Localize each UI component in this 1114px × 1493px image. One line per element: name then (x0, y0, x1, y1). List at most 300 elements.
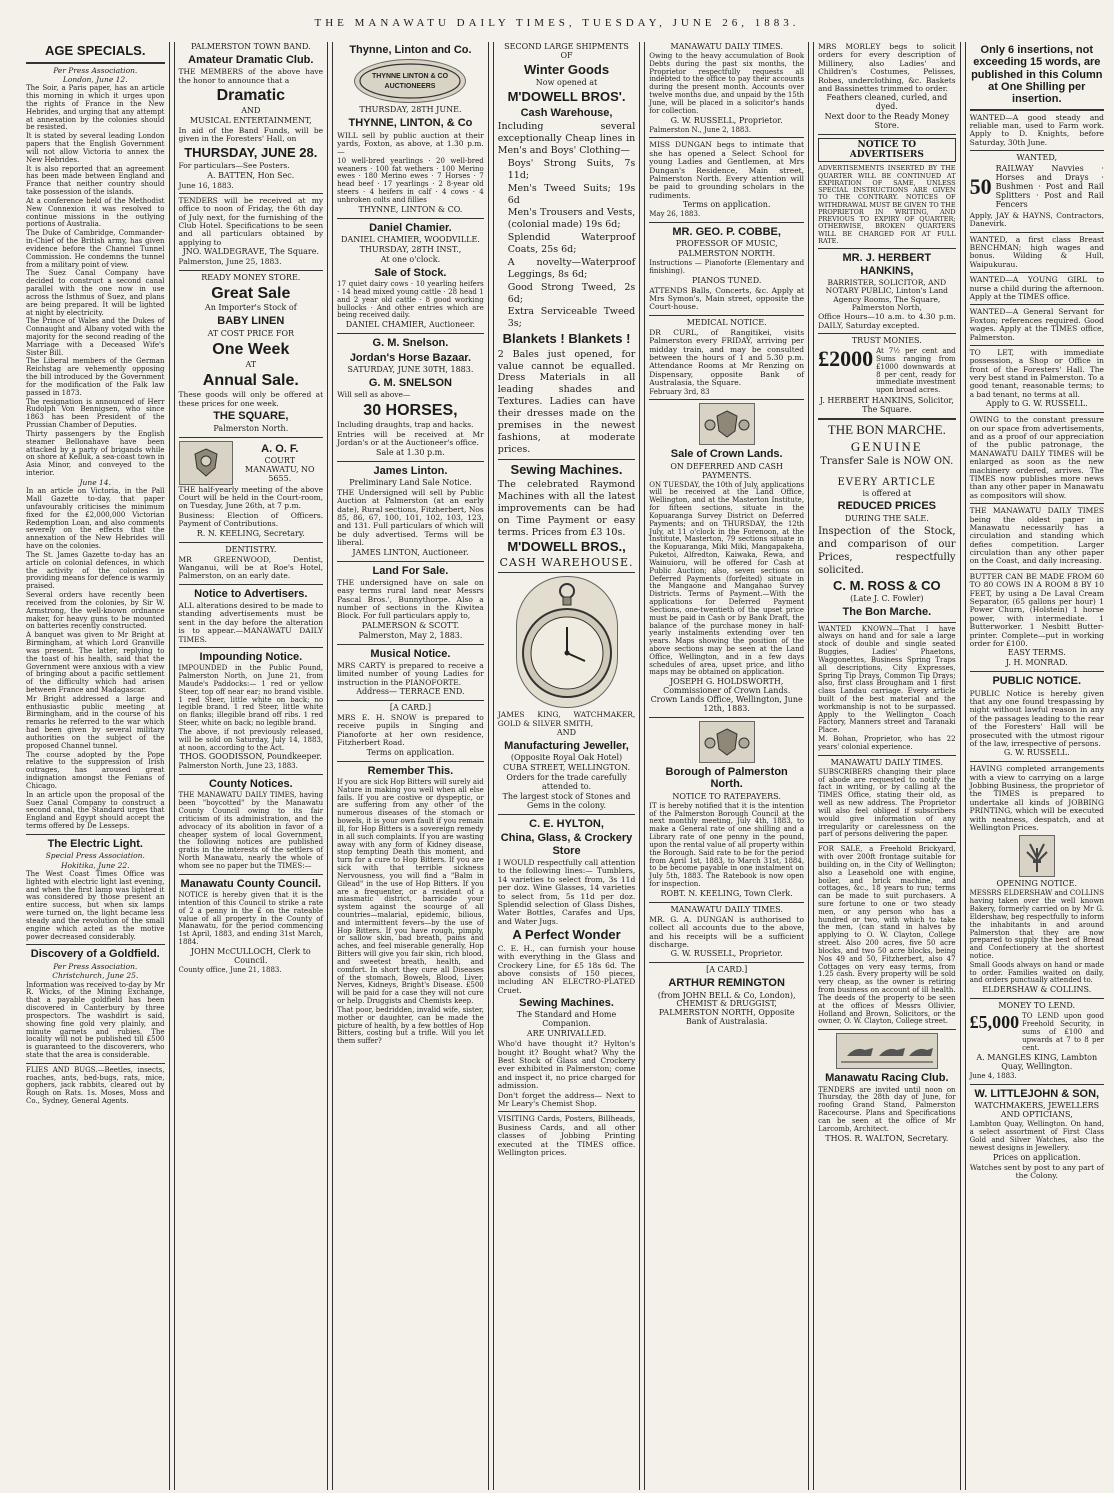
col3-list1: 10 well-bred yearlings · 20 well-bred weaners · 100 fat wethers · 100 Merino ewes · 180 Merino ewes · 7 Horses · 7 head beef · 17 yearlings · 2 8-year old steers · 4 heifers in calf · 4 cows · 4 unbroken colts and fillies (337, 156, 484, 204)
col2-at: AT (245, 359, 257, 369)
col1-p9: The resignation is announced of Herr Rudolph Von Bennigsen, who since 1863 has been President of the Prussian Chamber of Deputies. (26, 397, 165, 430)
col7-num: 50 (969, 174, 992, 200)
column-1 (22, 42, 170, 1490)
col2-p10: Business: Election of Officers. Payment of Contributions. (178, 510, 324, 529)
col3-h3: Daniel Chamier. (369, 221, 452, 234)
col4-l4: Splendid Waterproof Coats, 25s 6d; (507, 232, 636, 256)
col1-p6: The Suez Canal Company have decided to construct a second canal parallel with the one now in use across the Isthmus of Suez, and plans are being prepared. It will be lighted at night by electricity. (26, 269, 165, 317)
col6-h10: MANAWATU DAILY TIMES. (830, 757, 944, 767)
divider (970, 150, 1104, 151)
col2-h7: Great Sale (211, 284, 291, 302)
col4-p11: C. E. H., can furnish your house with everything in the Glass and Crockery Line, for £5 18s 6d. The above consists of 150 pieces, including AN ELECTRO-PLATED Cruet. (497, 943, 636, 995)
col6-p4: ADVERTISEMENTS INSERTED BY THE QUARTER WILL BE CONTINUED AT EXPIRATION OF SAME, UNLESS SPECIAL INSTRUCTIONS ARE GIVEN TO THE CONTRARY. NOTICES OF WITHDRAWAL MUST BE GIVEN TO THE PROPRIETOR IN WRITING, AND PREVIOUS TO EXPIRY OF QUARTER; OTHERWISE, BROKEN QUARTERS WILL BE CHARGED FOR AT FULL RATE. (818, 164, 956, 245)
col4-h9: Manufacturing Jeweller, (504, 740, 629, 753)
col5-sign2: JOSEPH G. HOLDSWORTH, Commissioner of Crown Lands. Crown Lands Office, Wellington, June 12th, 1883. (650, 677, 803, 714)
divider (337, 333, 484, 334)
col6-h7: REDUCED PRICES (837, 500, 937, 513)
divider (818, 755, 956, 756)
col6-sign3: THOS. R. WALTON, Secretary. (825, 1133, 949, 1143)
divider (179, 542, 324, 543)
divider (970, 345, 1104, 346)
col1-p15: Mr Bright addressed a large and enthusiastic public meeting at Birmingham, and in the course of his remarks he referred to the war which had been given by several military authorities on the subject of the proposed Channel tunnel. (26, 694, 165, 750)
col2-sign3: R. N. KEELING, Secretary. (196, 528, 305, 538)
col3-h12: Land For Sale. (372, 564, 449, 577)
divider (26, 834, 165, 835)
col7-sign4: ELDERSHAW & COLLINS. (982, 985, 1092, 995)
col4-h4: Cash Warehouse, (520, 106, 613, 119)
col5-h5: PIANOS TUNED. (691, 275, 762, 285)
col5-h8: ON DEFERRED AND CASH PAYMENTS. (670, 461, 783, 480)
col6-h6: EVERY ARTICLE (837, 477, 937, 489)
col4-p15: VISITING Cards, Posters, Billheads, Business Cards, and all other classes of Jobbing Printing executed at the TIMES office. Wellington prices. (497, 1114, 636, 1157)
divider (818, 622, 956, 623)
col3-sign4: PALMERSON & SCOTT. (361, 620, 460, 630)
col3-sign1: THYNNE, LINTON & CO. (358, 204, 463, 214)
col3-card: [A CARD.] (389, 703, 432, 713)
col7-p7: OWING to the constant pressure on our space from advertisements, and as a proof of our appreciation of the public patronage, the MANAWATU DAILY TIMES will be enlarged as soon as the new machinery ordered, arrives. The TIMES now publishes more news than any other paper in Manawatu as compositors will show. (969, 415, 1104, 500)
col1-p18: The West Coast Times Office was lighted with electric light last evening, and when the first lamp was lighted it was considered by those present an entire success, but when six lamps were turned on, the light became less steady and the revolution of the small engine which acted as the motive power decreased considerably. (26, 870, 165, 941)
col3-h8: G. M. SNELSON (368, 376, 452, 389)
col7-big: £5,000 (969, 1012, 1020, 1033)
divider (337, 761, 484, 762)
col1-sub1: Per Press Association. (53, 65, 138, 75)
divider (970, 671, 1104, 672)
divider (970, 412, 1104, 413)
col2-sign2: JNO. WALDEGRAVE, The Square. (182, 247, 320, 257)
col2-h5: THURSDAY, JUNE 28. (184, 144, 318, 160)
col6-p11: Inspection of the Stock, and comparison of our Prices, respectfully solicited. (818, 525, 956, 576)
col6-h5: GENUINE (850, 438, 923, 454)
divider (970, 761, 1104, 762)
col3-d2: THURSDAY, 28TH INST., (359, 244, 462, 254)
col7-p17: Prices on application. (992, 1152, 1081, 1162)
col3-h2: THYNNE, LINTON, & Co (348, 117, 473, 130)
aof-block (179, 441, 324, 485)
col4-p6: (Opposite Royal Oak Hotel) (510, 753, 623, 763)
col4-h14: ARE UNRIVALLED. (526, 1029, 607, 1039)
col7-p10: EASY TERMS. (1007, 648, 1066, 658)
col6-h8: C. M. ROSS & CO (833, 577, 941, 593)
divider (179, 437, 324, 438)
col3-d1: THURSDAY, 28TH JUNE. (359, 105, 462, 115)
col2-sign1: A. BATTEN, Hon Sec. (207, 170, 295, 180)
col6-big: £2000 (818, 346, 874, 372)
col6-p3: Next door to the Ready Money Store. (824, 112, 950, 131)
divider (498, 459, 636, 460)
col5-p8: IT is hereby notified that it is the intention of the Palmerston Borough Council at the next monthly meeting, July 4th, 1883, to make a General rate of one shilling and a Library rate of one penny in the pound, upon the rental value of all property within the Borough. Said rate to be for the period from April 1st, 1883, to March 31st, 1884, to be become payable in one instalment on July 5th, 1883. The Ratebook is now open for inspection. (649, 801, 805, 888)
col2-h14: DENTISTRY. (225, 544, 277, 554)
col4-h11: China, Glass, & Crockery Store (500, 832, 633, 857)
col5-date3: February 3rd, 83 (649, 387, 710, 396)
col6-p6: Office Hours—10 a.m. to 4.30 p.m. DAILY, Saturday excepted. (818, 312, 956, 330)
col3-p9: MRS CARTY is prepared to receive a limited number of young Ladies for instruction in the PIANOFORTE. (337, 661, 484, 687)
col1-date1: June 14. (79, 477, 111, 487)
col1-heading: AGE SPECIALS. (45, 43, 146, 58)
col3-h14: Remember This. (367, 764, 454, 777)
col4-p12: The Standard and Home Companion. (516, 1010, 617, 1029)
trust-monies-block (818, 347, 956, 396)
col5-p3: Terms on application. (682, 200, 771, 210)
col3-h1: Thynne, Linton and Co. (349, 44, 472, 56)
col4-h5: Blankets ! Blankets ! (502, 331, 631, 347)
col7-h5: MONEY TO LEND. (998, 1001, 1076, 1011)
col5-h11: MANAWATU DAILY TIMES. (670, 904, 783, 914)
column-2 (174, 42, 329, 1490)
col1-sub3: Special Press Association. (45, 851, 145, 861)
col6-p12: (Late J. C. Fowler) (850, 594, 924, 604)
col4-p1: Now opened at (535, 78, 598, 88)
col6-p1: MRS MORLEY begs to solicit orders for every description of Millinery, also Ladies' and Children's Costumes, Pelisses, Robes, underclothing, &c. Baskets and Bassinettes trimmed to order. (818, 42, 956, 93)
col2-p1: THE MEMBERS of the above have the honor to announce that a (178, 67, 324, 85)
col6-sign2: M. Bohan, Proprietor, who has 22 years' colonial experience. (818, 735, 956, 751)
col1-p1: The Soir, a Paris paper, has an article this morning in which it urges upon the rights of France in the New Hebrides, and urging that any attempt at annexation by the colonies should be resisted. (26, 84, 165, 132)
col5-p5: ATTENDS Balls, Concerts, &c. Apply at Mrs Symon's, Main street, opposite the Court-house. (649, 285, 805, 312)
divider (649, 717, 804, 718)
col4-l6: Good Strong Tweed, 2s 6d; (507, 281, 636, 305)
divider (649, 962, 804, 963)
divider (179, 193, 324, 194)
col3-p11: Terms on application. (366, 747, 455, 757)
col2-h8: BABY LINEN (217, 315, 285, 328)
col2-date3: Palmerston North, June 23, 1883. (178, 762, 298, 771)
col7-h6: W. LITTLEJOHN & SON, (974, 1088, 1100, 1101)
col6-p8: Transfer Sale is NOW ON. (820, 456, 954, 468)
col2-h17: County Notices. (208, 778, 293, 791)
col7-sign2: J. H. MONRAD. (1005, 658, 1068, 668)
col5-sign3: ROBT. N. KEELING, Town Clerk. (660, 888, 793, 898)
col4-p10: I WOULD respectfully call attention to the following lines:— Tumblers, 14 varieties to select from, 3s 11d per doz. Wine Glasses, 14 varieties to select from, 5s 11d per doz. Splendid selection of Glass Dishes, Water Bottles, Carafes and Ups, and Water Jugs. (497, 858, 636, 926)
col6-h4: THE BON MARCHE. (827, 422, 946, 438)
col4-l1: Boys' Strong Suits, 7s 11d; (507, 157, 636, 181)
aof-crest-image (179, 441, 233, 485)
divider (498, 1111, 636, 1112)
divider (970, 304, 1104, 305)
divider (179, 270, 324, 271)
col5-sign4: G. W. RUSSELL, Proprietor. (670, 949, 783, 959)
col1-p8: The Liberal members of the German Reichstag are vehemently opposing the bill introduced by the Government for the modification of the Falk law passed in 1873. (26, 357, 165, 397)
col7-p4: WANTED—A YOUNG GIRL to nurse a child during the afternoon. Apply at the TIMES office. (969, 275, 1104, 301)
col2-date2: Palmerston, June 25, 1883. (178, 257, 282, 267)
col3-h5: Sale of Stock. (374, 266, 447, 279)
col1-p17: In an article upon the proposal of the Suez Canal Company to construct a second canal, the Standard urges that England and Egypt should accept the terms offered by De Lesseps. (26, 790, 165, 831)
col2-date1: June 16, 1883. (178, 180, 234, 190)
col3-p2: At one o'clock. (380, 254, 441, 264)
col7-p11: PUBLIC Notice is hereby given that any one found trespassing by night without lawful reason in any of the passages leading to the rear of the Foresters' Hall will be prosecuted with the utmost rigour of the law, irrespective of persons. (969, 688, 1104, 748)
col2-h1: PALMERSTON TOWN BAND. (190, 42, 311, 51)
col2-p13: IMPOUNDED in the Public Pound, Palmerston North, on June 21, from Maude's Paddocks:— 1 red or yellow Steer, top off near ear; no brand visible. 1 red Steer, little white on back; no legible brand. 1 red Steer, little white on flanks; illegible brand off ribs. 1 red Steer, white on back; no legible brand. (178, 664, 324, 728)
pocket-watch-image (516, 576, 618, 708)
col4-l5: A novelty—Waterproof Leggings, 8s 6d; (507, 256, 636, 280)
col7-sign3: G. W. RUSSELL. (1003, 748, 1070, 758)
col5-p6: DR CURL, of Rangitikei, visits Palmerston every FRIDAY, arriving per midday train, and may be consulted between the hours of 1 and 5.30 p.m. Attendance Rooms at Mr Renzing on Dispensary, opposite Bank of Australasia, the Square. (649, 327, 805, 388)
col5-h4: PALMERSTON NORTH. (678, 249, 776, 259)
col2-p7: These goods will only be offered at these prices for one week. (178, 390, 324, 408)
col6-h2: MR. J. HERBERT HANKINS, (842, 252, 932, 277)
col2-h13: COURT MANAWATU, NO 5655. (245, 455, 315, 483)
col5-h3: PROFESSOR OF MUSIC, (675, 239, 778, 249)
divider (26, 944, 165, 945)
col4-p13: Who'd have thought it? Hylton's bought it? Bought what? Why the Best Stock of Glass and Crockery ever exhibited in Palmerston; come and inspect it, no price charged for admission. (497, 1039, 636, 1091)
col4-h8: CASH WAREHOUSE. (499, 556, 634, 570)
column-5 (644, 42, 809, 1490)
col5-h10: NOTICE TO RATEPAYERS. (672, 791, 781, 801)
col6-h9: The Bon Marche. (842, 606, 932, 619)
col4-l7: Extra Serviceable Tweed 3s; (507, 306, 636, 330)
col7-p16: Lambton Quay, Wellington. On hand, a select assortment of First Class Gold and Silver Watches, also the newest designs in Jewellery. (969, 1120, 1104, 1152)
col7-p8: THE MANAWATU DAILY TIMES being the oldest paper in Manawatu necessarily has a circulation and standing which defies competition. Larger circulation than any other paper on the Coast, and daily increasing. (969, 506, 1104, 566)
col7-h3: PUBLIC NOTICE. (992, 675, 1082, 688)
col6-p5: BARRISTER, SOLICITOR, AND NOTARY PUBLIC, Linton's Land Agency Rooms, The Square, Palmerston North, (825, 277, 948, 313)
divider (179, 774, 324, 775)
col1-p2: It is stated by several leading London papers that the English Government will not allow Victoria to annex the New Hebrides. (26, 132, 165, 164)
divider (818, 134, 956, 135)
col7-h1: Only 6 insertions, not exceeding 15 words, are published in this Column at One Shilling per insertion. (971, 44, 1103, 106)
divider (498, 814, 636, 815)
col3-p3: Will sell as above— (337, 390, 411, 400)
col3-h6: G. M. Snelson. (372, 337, 449, 350)
col4-p14: Don't forget the address— Next to Mr Leary's Chemist Shop. (497, 1090, 636, 1108)
col3-p1: WILL sell by public auction at their yards, Foxton, as above, at 1.30 p.m.— (337, 130, 484, 157)
col4-h6: Sewing Machines. (510, 461, 623, 477)
col4-p3: 2 Bales just opened, for value cannot be equalled. Dress Materials in all leading shades and Textures. Ladies can have their dresses made on the premises in the newest fashions, at moderate prices. (497, 348, 636, 455)
col3-p4: Including draughts, trap and hacks. (337, 420, 474, 430)
col5-h2: MR. GEO. P. COBBE, (672, 225, 781, 238)
col7-p18: Watches sent by post to any part of the Colony. (969, 1162, 1104, 1180)
coat-of-arms-icon (703, 407, 751, 441)
col5-p10: (from JOHN BELL & Co, London), CHEMIST & DRUGGIST, PALMERSTON NORTH, Opposite Bank of Australasia. (657, 990, 796, 1027)
col6-p16: TENDERS are invited until noon on Thursday, the 28th day of June, for roofing Grand Stand, Palmerston Racecourse. Plans and Specifications can be seen at the office of Mr Larcomb, Architect. (818, 1085, 956, 1133)
crest-icon (186, 446, 226, 480)
divider (818, 248, 956, 249)
col4-p5: JAMES KING, WATCHMAKER, GOLD & SILVER SMITH, (497, 710, 636, 728)
col2-h10: Annual Sale. (202, 371, 299, 389)
col4-h1: SECOND LARGE SHIPMENTS OF (504, 42, 629, 60)
col5-p4: Instructions — Pianoforte (Elementary and finishing). (649, 259, 805, 275)
col1-sub4: Hokitika, June 22. (60, 860, 130, 870)
col5-h1: MANAWATU DAILY TIMES. (670, 42, 783, 51)
col6-p7: At 7½ per cent and Sums ranging from £1000 downwards at 8 per cent, ready for immediate investment upon broad acres. (876, 347, 956, 395)
col5-date2: May 26, 1883. (649, 210, 701, 219)
col4-h13: Sewing Machines. (519, 997, 614, 1010)
col2-sign5: JOHN McCULLOCH, Clerk to Council. (190, 946, 311, 965)
divider (337, 700, 484, 701)
col6-h11: Manawatu Racing Club. (825, 1072, 949, 1085)
divider (337, 561, 484, 562)
col7-p12: HAVING completed arrangements with a view to carrying on a large Jobbing Business, the proprietor of the TIMES is prepared to undertake all kinds of JOBBING PRINTING, which will be executed with neatness, despatch, and at Wellington Prices. (969, 764, 1104, 833)
col7-p6: TO LET, with immediate possession, a Shop or Office in front of the Foresters' Hall. The very best stand in Palmerston. To a good tenant, reasonable terms; to a bad tenant, no terms at all. (969, 347, 1104, 399)
columns (22, 42, 1108, 1490)
col7-p3: WANTED, a first class Breast BENCHMAN; high wages and bonus. Wilding & Hull, Waipukurau. (969, 234, 1104, 269)
divider (970, 998, 1104, 999)
col2-p5: An Importer's Stock of (204, 303, 297, 313)
col7-h2: WANTED, (1016, 153, 1057, 163)
divider (179, 584, 324, 585)
col3-sign2: DANIEL CHAMIER, Auctioneer. (345, 320, 476, 330)
col3-p12: If you are sick Hop Bitters will surely aid Nature in making you well when all else fails. If you are costive or dyspeptic, or are suffering from any other of the numerous diseases of the stomach or bowels, it is your own fault if you remain ill, for Hop Bitters is a sovereign remedy in all such complaints. If you are wasting away with any form of Kidney disease, stop tempting Death this moment, and turn for a cure to Hop Bitters. If you are sick with that terrible sickness Nervousness, you will find a "Balm in Gilead" in the use of Hop Bitters. If you are a frequenter, or a resident of a miasmatic district, barricade your system against the scourge of all countries—malarial, epidemic, bilious, and intermittent fevers—by the use of Hop Bitters. If you have rough, pimply, or sallow skin, bad breath, pains and aches, and feel miserable generally, Hop Bitters will give you fair skin, rich blood, and sweetest breath, health, and comfort. In short they cure all Diseases of the stomach, Bowels, Blood, Liver, Nerves, Kidneys, Bright's Disease. £500 will be paid for a case they will not cure or help. Druggists and Chemists keep. (337, 777, 484, 1006)
col7-p9: BUTTER CAN BE MADE FROM 60 TO 80 COWS IN A ROOM 8 BY 10 FEET, by using a De Laval Cream Separator, (65 gallons per hour) 1 Power Churn, (Holstein) 1 horse power, with intermediate. 1 Butterworker. 1 Nesbitt Butter-printer. Complete—put in working order for £100. (969, 571, 1104, 648)
col2-date4: County office, June 21, 1883. (178, 965, 282, 974)
col3-date1: Palmerston, May 2, 1883. (358, 630, 463, 640)
divider (337, 461, 484, 462)
col7-sign1: Apply to G. W. RUSSELL. (985, 399, 1088, 409)
col2-p14: The above, if not previously released, will be sold on Saturday, July 14, 1883, at noon, according to the Act. (178, 727, 324, 752)
col3-p6: Sale at 1.30 p.m. (376, 447, 445, 457)
col5-p2: MISS DUNGAN begs to intimate that she has opened a Select School for young Ladies and Gentlemen, at Mrs Dungan's Residence, Main street, Palmerston North. Every attention will be paid to grounding scholars in the rudiments. (649, 140, 805, 200)
col7-h4: OPENING NOTICE. (996, 879, 1077, 889)
col2-p3: For particulars—See Posters. (178, 161, 290, 171)
col1-p16: The course adopted by the Pope relative to the suppression of Irish outrages, has aroused great indignation amongst the Fenians of Chicago. (26, 750, 165, 790)
col2-p11: MR GREENWOOD, Dentist, Wanganui, will be at Roe's Hotel, Palmerston, on an early date. (178, 554, 324, 581)
divider (818, 842, 956, 843)
divider (649, 399, 804, 400)
col1-p5: The Duke of Cambridge, Commander-in-Chief of the British army, has given evidence before the Channel Tunnel Commission. He condemns the tunnel from a military point of view. (26, 229, 165, 269)
col6-p2: Feathers cleaned, curled, and dyed. (826, 93, 948, 112)
col4-p9: The largest stock of Stones and Gems in the colony. (502, 792, 631, 811)
col2-h9: One Week (212, 340, 290, 358)
col5-date1: Palmerston N., June 2, 1883. (649, 125, 752, 134)
col2-sign4: THOS. GOODISSON, Poundkeeper. (179, 752, 322, 762)
col4-l3: Men's Trousers and Vests, (colonial made) 19s 6d; (507, 207, 636, 231)
divider (179, 647, 324, 648)
horse-race-icon (839, 1036, 935, 1066)
col5-p7: ON TUESDAY, the 10th of July, applications will be received at the Land Office, Wellington, and at the Masterton Institute, for fifteen sections, situate in the Kopuaranga Survey District on Deferred Payments; and on THURSDAY, the 12th July, at 11 o'clock in the Forenoon, at the Institute, Masterton, 79 sections situate in the Kopuaranga, Miki Miki, Mangapakeha, Puketoi, Alfredton, Kaiwaka, Rewa, and Wainuioru, will be offered for Cash at Public Auction; also, seven sections on Deferred Payments (forfeited) situate in the Mangaone and Mangahao Survey Districts. Terms of Payment.—With the applications for Deferred Payment Sections, one-twentieth of the upset price must be paid in Cash or by Bank Draft, the balance of the purchase money in half-yearly instalments extending over ten years. Maps showing the position of the above sections may be seen at the Land Office, Wellington, and in a few days schedules of area, upset price, and litho maps may be obtained on application. (649, 480, 805, 677)
col1-p12: The St. James Gazette to-day has an article on colonial defences, in which the activity of the colonies in providing means for defence is warmly praised. (26, 550, 165, 591)
col4-h2: Winter Goods (523, 61, 610, 77)
col2-h3: Dramatic (216, 87, 286, 105)
col3-d3: SATURDAY, JUNE 30TH, 1883. (347, 364, 474, 374)
col4-p8: Orders for the trade carefully attended to. (506, 773, 627, 792)
money-to-lend-block (970, 1012, 1104, 1053)
racing-horses-image (836, 1033, 938, 1069)
navvies-block (970, 164, 1104, 211)
column-4 (493, 42, 641, 1490)
col3-p5: Entries will be received at Mr Jordan's or at the Auctioneer's office. (337, 429, 484, 448)
col7-p2: Apply, JAY & HAYNS, Contractors, Danevirk. (969, 210, 1104, 229)
divider (337, 644, 484, 645)
col6-p14: SUBSCRIBERS changing their place of abode are requested to notify the fact in writing, or by calling at the TIMES Office, stating their old, as well as new address. The Proprietor will also feel obliged if subscribers would give information of any irregularity or carelessness on the part of persons delivering the paper. (818, 767, 956, 839)
divider (970, 109, 1104, 111)
col6-h1: NOTICE TO ADVERTISERS (818, 138, 956, 162)
column-7 (965, 42, 1108, 1490)
col4-p7: CUBA STREET, WELLINGTON. (503, 763, 631, 773)
col6-p15: FOR SALE, a Freehold Brickyard, with over 200ft frontage suitable for building on, in the City of Wellington; also a Leasehold one with engine, boiler, and brick machine, and cottages, &c., 18 years to run; terms can be made to suit purchasers. A sure fortune to one or two steady men, or any person who has a hundred or two, with which to take the men, (can stand in halves by applying to O. W. Clayton, College street. Also 200 acres, five 50 acre blocks, and two 50 acre blocks, being Nos 49 and 50, Fitzherbert, also 47 Cottages on very easy terms, from 1.25 cash. Every property will be sold very cheap, as the owner is retiring from business on account of ill health. The deeds of the property to be seen at the offices of Messrs Ollivier, Holland and Brown, Solicitors, or the owner, O. W. Clayton, College street. (818, 845, 956, 1026)
col6-p10: DURING THE SALE. (844, 513, 929, 523)
col2-p6: AT COST PRICE FOR (207, 328, 295, 338)
col2-h2: Amateur Dramatic Club. (188, 53, 314, 66)
wheat-sheaf-icon (1022, 838, 1052, 874)
col3-h7: Jordan's Horse Bazaar. (349, 351, 472, 364)
col3-p7: THE Undersigned will sell by Public Auction at Palmerston (at an early date), Rural sections, Fitzherbert, Nos 85, 86, 67, 100, 101, 102, 103, 123, and 131. Full particulars of which will be duly advertised. Terms will be liberal. (337, 487, 484, 548)
col1-p3: It is also reported that an agreement has been made between England and France that neither country should take possession of the islands. (26, 164, 165, 197)
auctioneers-logo (354, 59, 466, 103)
col2-p4: TENDERS will be received at my office to noon of Friday, the 6th day of July next, for the furnishing of the Club Hotel. Specifications to be seen and all particulars obtained by applying to (178, 195, 324, 247)
divider (818, 333, 956, 334)
pocket-watch-icon (519, 579, 615, 705)
divider (649, 902, 804, 903)
col2-h4: MUSICAL ENTERTAINMENT, (189, 115, 312, 125)
divider (26, 1063, 165, 1064)
divider (179, 874, 324, 875)
divider (649, 137, 804, 138)
col1-sub5: Per Press Association. (53, 961, 138, 971)
col3-addr: Address— TERRACE END. (356, 687, 465, 697)
col7-p14: Small Goods always on hand or made to order. Families waited on daily, and orders punctually attended to. (969, 960, 1104, 985)
col6-p9: is offered at (862, 488, 912, 498)
col2-p2: In aid of the Band Funds, will be given in the Foresters' Hall, on (178, 125, 324, 144)
divider (970, 272, 1104, 273)
col1-heading3: Discovery of a Goldfield. (30, 948, 160, 961)
divider (818, 1029, 956, 1030)
col2-p8: Palmerston North. (213, 423, 289, 433)
col7-date1: June 4, 1883. (969, 1072, 1017, 1081)
divider (649, 222, 804, 223)
divider (649, 315, 804, 316)
col2-h11: THE SQUARE, (213, 410, 289, 423)
col4-h7: M'DOWELL BROS., (507, 539, 626, 555)
col5-p9: MR. G. A. DUNGAN is authorised to collect all accounts due to the above, and his receipts will be a sufficient discharge. (649, 914, 805, 949)
column-6 (813, 42, 961, 1490)
col6-sign1: J. HERBERT HANKINS, Solicitor, The Square. (819, 396, 954, 415)
divider (970, 503, 1104, 504)
col3-h4: DANIEL CHAMIER, WOODVILLE. (341, 234, 480, 244)
divider (498, 572, 636, 573)
col2-h16: Impounding Notice. (199, 650, 303, 663)
col6-p13: WANTED KNOWN—That I have always on hand and for sale a large stock of double and single seated Buggies, Ladies' Phaetons, Waggonettes, Business Spring Traps all descriptions, City Expresses, Spring Tip Drays, Common Tip Drays; also, first class Brougham and 1 first class Landau carriage. Every article built of the best material and the workmanship is not to be surpassed. Apply to the Wellington Coach Factory, Manners street and Taranaki Place. (818, 624, 956, 735)
col2-p15: THE MANAWATU DAILY TIMES, having been "boycotted" by the Manawatu County Council owing to its fair criticism of its administration, and the advocacy of its abolition in favor of a cheaper system of local Government, the following notices are published gratis in the interests of the settlers of North Manawatu, nearly the whole of whom see no paper but the TIMES:— (178, 791, 324, 870)
col2-h12: A. O. F. (261, 442, 299, 455)
col3-p13: That poor, bedridden, invalid wife, sister, mother or daughter, can be made the picture of health, by a few bottles of Hop Bitters, costing but a trifle. Will you let them suffer? (337, 1005, 484, 1046)
col5-h9: Borough of Palmerston North. (665, 766, 788, 791)
col4-h3: M'DOWELL BROS'. (507, 89, 626, 105)
col6-h3: TRUST MONIES. (851, 336, 922, 346)
logo-text-2: AUCTIONEERS (384, 83, 436, 91)
col2-and1: AND (241, 105, 261, 115)
col3-h11: Preliminary Land Sale Notice. (349, 477, 472, 487)
wheat-sheaf-image (1019, 835, 1055, 877)
col1-p4: At a conference held of the Methodist New Connexion it was resolved to continue missions in the outlying portions of Australia. (26, 196, 165, 229)
col2-h6: READY MONEY STORE. (201, 272, 301, 282)
divider (970, 232, 1104, 233)
col3-h10: James Linton. (373, 464, 448, 477)
royal-arms-image (699, 403, 755, 445)
borough-arms-image (699, 721, 755, 763)
col4-p4: The celebrated Raymond Machines with all the latest improvements can be had on Time Payment or easy terms. Prices from £3 10s. (497, 479, 636, 538)
col1-p7: The Prince of Wales and the Dukes of Connaught and Albany voted with the majority for the second reading of the Marriage with a Deceased Wife's Sister Bill. (26, 317, 165, 357)
divider (26, 62, 165, 64)
divider (970, 569, 1104, 570)
col3-p10: MRS E. H. SNOW is prepared to receive pupils in Singing and Pianoforte at her own residence, Fitzherbert Road. (337, 713, 484, 748)
divider (970, 1084, 1104, 1085)
col1-heading2: The Electric Light. (47, 837, 143, 850)
col7-p5: WANTED—A General Servant for Foxton; references required. Good wages. Apply at the TIMES office, Palmerston. (969, 307, 1104, 342)
col7-p1: WANTED—A good steady and reliable man, used to Farm work. Apply to D. Knights, before Saturday, 30th June. (969, 112, 1104, 147)
masthead-text: THE MANAWATU DAILY TIMES, TUESDAY, JUNE 26, 1883. (314, 17, 800, 29)
col4-h10: C. E. HYLTON, (529, 818, 604, 831)
col4-and: AND (556, 728, 577, 738)
masthead (0, 0, 1114, 30)
col5-h12: ARTHUR REMINGTON (668, 977, 785, 990)
col3-h9: 30 HORSES, (363, 401, 458, 419)
col7-h7: WATCHMAKERS, JEWELLERS AND OPTICIANS, (974, 1101, 1100, 1120)
col1-sub6: Christchurch, June 25. (52, 971, 139, 981)
col4-l2: Men's Tweed Suits; 19s 6d (507, 182, 636, 206)
col3-list2: 17 quiet dairy cows · 10 yearling heifers · 14 head mixed young cattle · 28 head 1 and 2 year old cattle · 8 good working bullocks · And other entries which are being received daily. (337, 280, 484, 320)
col2-p12: ALL alterations desired to be made to standing advertisements must be sent in the day before the alteration is to appear.—MANAWATU DAILY TIMES. (178, 601, 324, 644)
col1-p10: Thirty passengers by the English steamer Bellonahave have been attacked by a party of brigands while on shore at Kelluk, a sea-coast town in Asia Minor, and conveyed to the interior. (26, 429, 165, 478)
col7-list: RAILWAY Navvies · Horses and Drays · Bushmen · Post and Rail Splitters · Post and Rail Fencers (995, 164, 1104, 209)
logo-text: THYNNE LINTON & CO (372, 73, 449, 81)
col5-h7: Sale of Crown Lands. (670, 448, 783, 461)
